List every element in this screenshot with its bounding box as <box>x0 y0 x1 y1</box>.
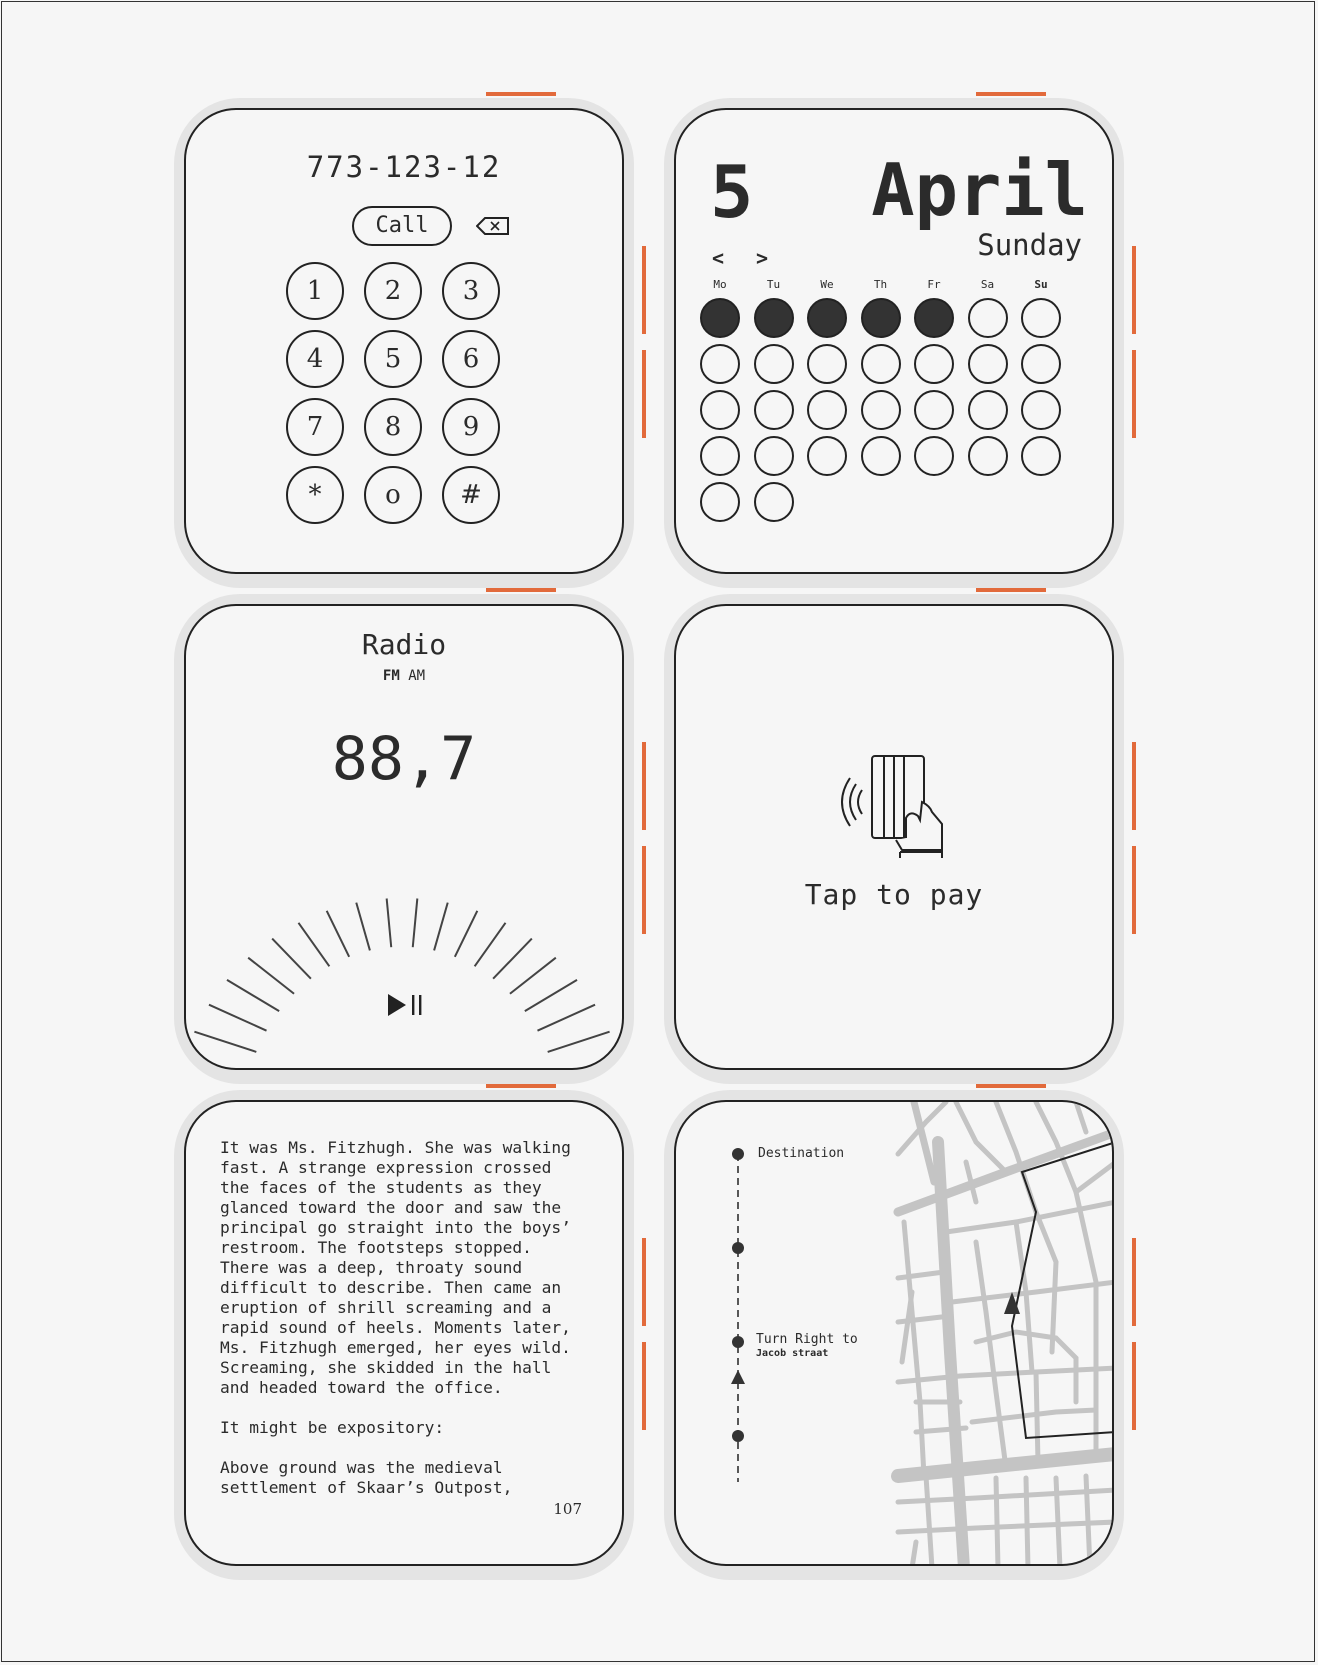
dial-tick <box>434 903 448 951</box>
calendar-day-cell[interactable] <box>914 390 954 430</box>
dial-tick <box>493 939 532 979</box>
weekday-header: Fr <box>927 278 941 291</box>
dial-tick <box>327 911 349 957</box>
dialed-number: 773-123-12 <box>306 150 502 184</box>
calendar-device <box>664 98 1124 588</box>
weekday-header: We <box>820 278 834 291</box>
device-side-button[interactable] <box>1132 1342 1136 1430</box>
device-top-button[interactable] <box>976 92 1046 96</box>
dial-tick <box>537 1005 595 1031</box>
dial-tick <box>227 980 279 1011</box>
radio-device <box>174 594 634 1084</box>
calendar-day-cell[interactable] <box>700 344 740 384</box>
calendar-day-cell[interactable] <box>700 298 740 338</box>
dial-tick <box>194 1032 256 1052</box>
calendar-day-cell[interactable] <box>754 298 794 338</box>
calendar-day-cell[interactable] <box>700 390 740 430</box>
band-am[interactable]: AM <box>408 668 426 684</box>
dialer-device <box>174 98 634 588</box>
weekday-header: Tu <box>766 278 781 291</box>
dialer-screen <box>184 108 624 574</box>
dial-tick <box>475 923 506 966</box>
calendar-day-cell[interactable] <box>1021 390 1061 430</box>
pay-screen <box>674 604 1114 1070</box>
next-month-button[interactable]: > <box>756 246 769 270</box>
calendar-day-cell[interactable] <box>968 436 1008 476</box>
calendar-day-cell[interactable] <box>861 344 901 384</box>
keypad-key[interactable]: o <box>364 466 422 524</box>
weekday-header: Su <box>1034 278 1048 291</box>
navigation-screen <box>674 1100 1114 1566</box>
calendar-day-cell[interactable] <box>807 344 847 384</box>
device-side-button[interactable] <box>642 350 646 438</box>
dial-tick <box>298 923 329 966</box>
keypad-key[interactable]: 8 <box>364 398 422 456</box>
radio-title: Radio <box>361 628 447 661</box>
device-side-button[interactable] <box>642 742 646 830</box>
destination-label: Destination <box>758 1146 845 1161</box>
radio-screen <box>184 604 624 1070</box>
calendar-day-cell[interactable] <box>754 344 794 384</box>
reader-device <box>174 1090 634 1580</box>
dial-tick <box>455 911 477 957</box>
calendar-day-cell[interactable] <box>968 390 1008 430</box>
dial-tick <box>356 903 370 951</box>
calendar-day-cell[interactable] <box>807 390 847 430</box>
dial-tick <box>510 958 556 994</box>
dial-tick <box>248 958 294 994</box>
street-map[interactable] <box>676 1102 1114 1566</box>
device-side-button[interactable] <box>642 846 646 934</box>
device-side-button[interactable] <box>642 1238 646 1326</box>
device-side-button[interactable] <box>1132 246 1136 334</box>
device-side-button[interactable] <box>642 1342 646 1430</box>
navigation-device <box>664 1090 1124 1580</box>
calendar-day-cell[interactable] <box>861 390 901 430</box>
device-top-button[interactable] <box>486 92 556 96</box>
call-button[interactable]: Call <box>352 206 452 246</box>
keypad-key[interactable]: # <box>442 466 500 524</box>
keypad-key[interactable]: 9 <box>442 398 500 456</box>
keypad-key[interactable]: 1 <box>286 262 344 320</box>
weekday-header: Th <box>873 278 888 291</box>
calendar-screen <box>674 108 1114 574</box>
weekday-header: Mo <box>713 278 727 291</box>
calendar-day-cell[interactable] <box>807 298 847 338</box>
calendar-day-cell[interactable] <box>1021 344 1061 384</box>
device-side-button[interactable] <box>1132 846 1136 934</box>
dial-tick <box>548 1032 610 1052</box>
dial-tick <box>387 899 392 948</box>
calendar-day-cell[interactable] <box>700 436 740 476</box>
keypad-key[interactable]: 6 <box>442 330 500 388</box>
calendar-day-cell[interactable] <box>968 344 1008 384</box>
device-side-button[interactable] <box>1132 350 1136 438</box>
radio-frequency: 88,7 <box>331 724 477 794</box>
dial-tick <box>413 899 418 948</box>
dial-tick <box>272 939 311 979</box>
dial-tick <box>525 980 577 1011</box>
play-pause-icon[interactable] <box>386 992 426 1018</box>
keypad-key[interactable]: 2 <box>364 262 422 320</box>
pay-device <box>664 594 1124 1084</box>
calendar-day-cell[interactable] <box>807 436 847 476</box>
keypad-key[interactable]: 5 <box>364 330 422 388</box>
calendar-day-cell[interactable] <box>861 436 901 476</box>
prev-month-button[interactable]: < <box>712 246 725 270</box>
reader-screen <box>184 1100 624 1566</box>
calendar-day-cell[interactable] <box>968 298 1008 338</box>
backspace-icon[interactable] <box>476 216 510 236</box>
weekday-header: Sa <box>980 278 995 291</box>
dial-tick <box>209 1005 267 1031</box>
device-side-button[interactable] <box>1132 742 1136 830</box>
calendar-day-cell[interactable] <box>1021 298 1061 338</box>
page-frame <box>1 1 1315 1662</box>
page-number: 107 <box>553 1500 582 1518</box>
device-top-button[interactable] <box>976 1084 1046 1088</box>
contactless-card-icon <box>836 750 956 870</box>
device-side-button[interactable] <box>642 246 646 334</box>
band-fm[interactable]: FM <box>382 668 400 684</box>
book-text: It was Ms. Fitzhugh. She was walking fast. A strange expression crossed the faces of the students as they glanced toward the door and saw the principal go straight into the boys’ restroom. The footsteps stopped. There was a deep, throaty sound difficult to describe. Then came an eruption of shrill screaming and a rapid sound of heels. Moments later, Ms. Fitzhugh emerged, her eyes wild. Screaming, she skidded in the hall and headed toward the office. It might be expository: Above ground was the medieval settlement of Skaar’s Outpost, <box>220 1138 571 1497</box>
turn-instruction: Turn Right to <box>756 1332 858 1347</box>
keypad-key[interactable]: 7 <box>286 398 344 456</box>
street-name: Jacob straat <box>756 1348 829 1359</box>
device-top-button[interactable] <box>976 588 1046 592</box>
device-side-button[interactable] <box>1132 1238 1136 1326</box>
tap-to-pay-label: Tap to pay <box>804 878 984 911</box>
calendar-day-cell[interactable] <box>1021 436 1061 476</box>
calendar-day-cell[interactable] <box>754 482 794 522</box>
calendar-day-cell[interactable] <box>914 344 954 384</box>
device-top-button[interactable] <box>486 1084 556 1088</box>
calendar-month: April <box>871 148 1088 232</box>
calendar-day-cell[interactable] <box>700 482 740 522</box>
calendar-day-cell[interactable] <box>754 390 794 430</box>
keypad-key[interactable]: * <box>286 466 344 524</box>
calendar-day-cell[interactable] <box>914 298 954 338</box>
device-top-button[interactable] <box>486 588 556 592</box>
keypad-key[interactable]: 3 <box>442 262 500 320</box>
calendar-weekday: Sunday <box>977 228 1082 262</box>
calendar-day-cell[interactable] <box>914 436 954 476</box>
calendar-day-cell[interactable] <box>861 298 901 338</box>
keypad-key[interactable]: 4 <box>286 330 344 388</box>
calendar-day-cell[interactable] <box>754 436 794 476</box>
calendar-day-number: 5 <box>710 150 754 234</box>
